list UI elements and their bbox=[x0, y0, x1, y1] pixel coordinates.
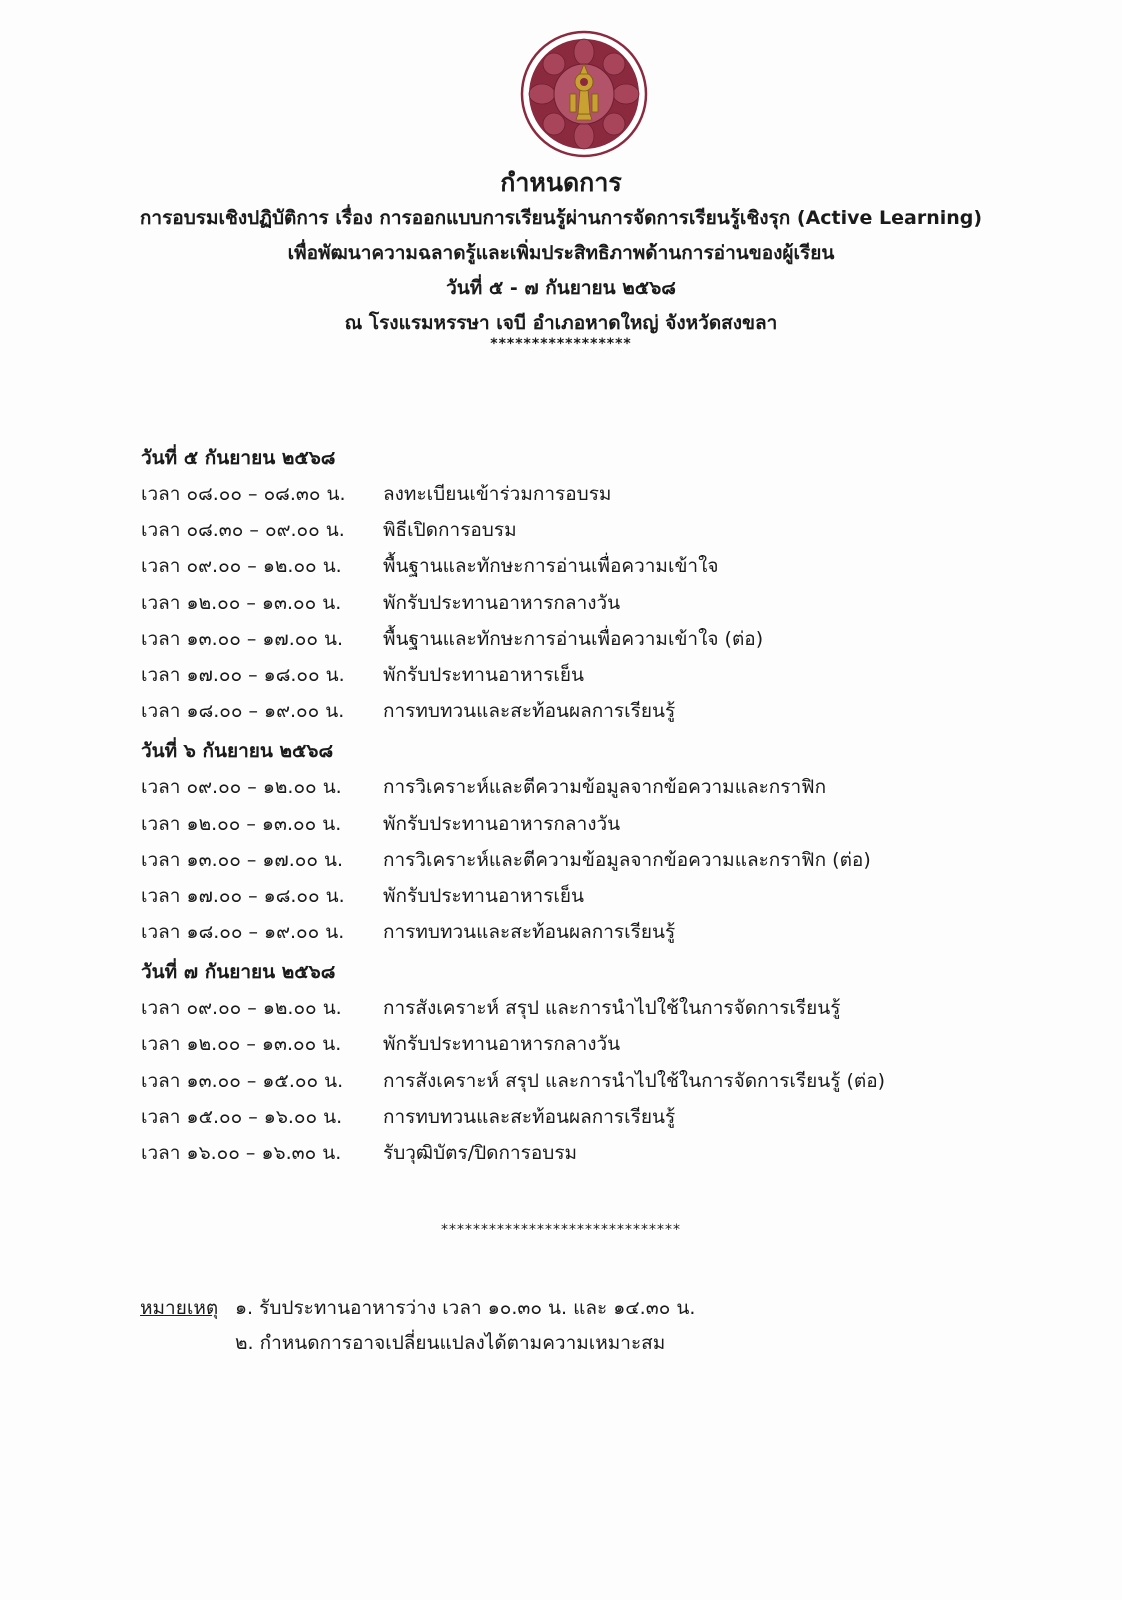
schedule-row bbox=[141, 585, 1001, 621]
day-heading: วันที่ ๕ กันยายน ๒๕๖๘ bbox=[141, 447, 336, 469]
schedule-row bbox=[141, 769, 1001, 805]
schedule-row bbox=[141, 657, 1001, 693]
activity: การสังเคราะห์ สรุป และการนำไปใช้ในการจัดการเรียนรู้ bbox=[383, 997, 841, 1020]
header-divider: ***************** bbox=[490, 336, 632, 352]
day-heading: วันที่ ๖ กันยายน ๒๕๖๘ bbox=[141, 740, 334, 763]
activity: ลงทะเบียนเข้าร่วมการอบรม bbox=[383, 483, 612, 505]
time-range: เวลา ๑๗.๐๐ – ๑๘.๐๐ น. bbox=[141, 663, 345, 686]
schedule-row bbox=[141, 990, 1001, 1026]
remark-note: ๑. รับประทานอาหารว่าง เวลา ๑๐.๓๐ น. และ ๑๔.๓๐ น. bbox=[235, 1297, 696, 1319]
activity: พักรับประทานอาหารกลางวัน bbox=[383, 1033, 621, 1056]
event-venue: ณ โรงแรมหรรษา เจบี อำเภอหาดใหญ่ จังหวัดสงขลา bbox=[344, 312, 778, 334]
time-range: เวลา ๑๓.๐๐ – ๑๗.๐๐ น. bbox=[141, 627, 344, 650]
event-dates: วันที่ ๕ - ๗ กันยายน ๒๕๖๘ bbox=[446, 277, 676, 299]
time-range: เวลา ๑๗.๐๐ – ๑๘.๐๐ น. bbox=[141, 884, 345, 907]
schedule-row bbox=[141, 1099, 1001, 1135]
remarks-label: หมายเหตุ bbox=[140, 1297, 219, 1319]
activity: รับวุฒิบัตร/ปิดการอบรม bbox=[383, 1142, 578, 1164]
schedule-row bbox=[141, 476, 1001, 512]
time-range: เวลา ๑๘.๐๐ – ๑๙.๐๐ น. bbox=[141, 700, 345, 723]
time-range: เวลา ๑๘.๐๐ – ๑๙.๐๐ น. bbox=[141, 921, 345, 944]
time-range: เวลา ๑๒.๐๐ – ๑๓.๐๐ น. bbox=[141, 812, 342, 835]
event-purpose: เพื่อพัฒนาความฉลาดรู้และเพิ่มประสิทธิภาพด้านการอ่านของผู้เรียน bbox=[287, 242, 835, 264]
schedule-row bbox=[141, 693, 1001, 729]
time-range: เวลา ๑๖.๐๐ – ๑๖.๓๐ น. bbox=[141, 1142, 342, 1164]
time-range: เวลา ๐๙.๐๐ – ๑๒.๐๐ น. bbox=[141, 776, 342, 799]
emblem-seal-icon bbox=[520, 30, 648, 158]
document-title: กำหนดการ bbox=[500, 168, 622, 197]
schedule-row bbox=[141, 878, 1001, 914]
activity: พักรับประทานอาหารเย็น bbox=[383, 663, 585, 686]
schedule bbox=[141, 436, 1001, 1171]
activity: พิธีเปิดการอบรม bbox=[383, 519, 517, 542]
activity: พักรับประทานอาหารกลางวัน bbox=[383, 591, 621, 614]
activity: การวิเคราะห์และตีความข้อมูลจากข้อความและกราฟิก (ต่อ) bbox=[383, 848, 871, 871]
activity: พักรับประทานอาหารเย็น bbox=[383, 884, 585, 907]
time-range: เวลา ๐๘.๓๐ – ๐๙.๐๐ น. bbox=[141, 519, 345, 542]
activity: พื้นฐานและทักษะการอ่านเพื่อความเข้าใจ (ต่อ) bbox=[383, 627, 764, 650]
schedule-row bbox=[141, 1063, 1001, 1099]
remarks bbox=[140, 1291, 1000, 1361]
activity: พักรับประทานอาหารกลางวัน bbox=[383, 812, 621, 835]
activity: การสังเคราะห์ สรุป และการนำไปใช้ในการจัดการเรียนรู้ (ต่อ) bbox=[383, 1069, 886, 1092]
remark-note: ๒. กำหนดการอาจเปลี่ยนแปลงได้ตามความเหมาะสม bbox=[235, 1332, 666, 1354]
time-range: เวลา ๐๙.๐๐ – ๑๒.๐๐ น. bbox=[141, 997, 342, 1020]
schedule-row bbox=[141, 842, 1001, 878]
time-range: เวลา ๐๘.๐๐ – ๐๘.๓๐ น. bbox=[141, 483, 346, 505]
schedule-row bbox=[141, 512, 1001, 548]
event-name: การอบรมเชิงปฏิบัติการ เรื่อง การออกแบบการเรียนรู้ผ่านการจัดการเรียนรู้เชิงรุก (Active Learning) bbox=[139, 207, 983, 229]
time-range: เวลา ๐๙.๐๐ – ๑๒.๐๐ น. bbox=[141, 555, 342, 578]
schedule-row bbox=[141, 548, 1001, 584]
activity: การทบทวนและสะท้อนผลการเรียนรู้ bbox=[383, 700, 676, 723]
time-range: เวลา ๑๒.๐๐ – ๑๓.๐๐ น. bbox=[141, 591, 342, 614]
activity: การวิเคราะห์และตีความข้อมูลจากข้อความและกราฟิก bbox=[383, 776, 827, 799]
time-range: เวลา ๑๓.๐๐ – ๑๕.๐๐ น. bbox=[141, 1069, 344, 1092]
document-header bbox=[0, 165, 1122, 351]
schedule-row bbox=[141, 1135, 1001, 1171]
time-range: เวลา ๑๕.๐๐ – ๑๖.๐๐ น. bbox=[141, 1105, 343, 1128]
time-range: เวลา ๑๓.๐๐ – ๑๗.๐๐ น. bbox=[141, 848, 344, 871]
remarks-spacer bbox=[140, 1326, 235, 1361]
schedule-row bbox=[141, 621, 1001, 657]
schedule-row bbox=[141, 1026, 1001, 1062]
schedule-row bbox=[141, 914, 1001, 950]
time-range: เวลา ๑๒.๐๐ – ๑๓.๐๐ น. bbox=[141, 1033, 342, 1056]
day-heading: วันที่ ๗ กันยายน ๒๕๖๘ bbox=[141, 961, 336, 984]
activity: พื้นฐานและทักษะการอ่านเพื่อความเข้าใจ bbox=[383, 555, 719, 578]
activity: การทบทวนและสะท้อนผลการเรียนรู้ bbox=[383, 921, 676, 944]
activity: การทบทวนและสะท้อนผลการเรียนรู้ bbox=[383, 1105, 676, 1128]
footer-divider: ****************************** bbox=[441, 1222, 681, 1238]
schedule-row bbox=[141, 806, 1001, 842]
